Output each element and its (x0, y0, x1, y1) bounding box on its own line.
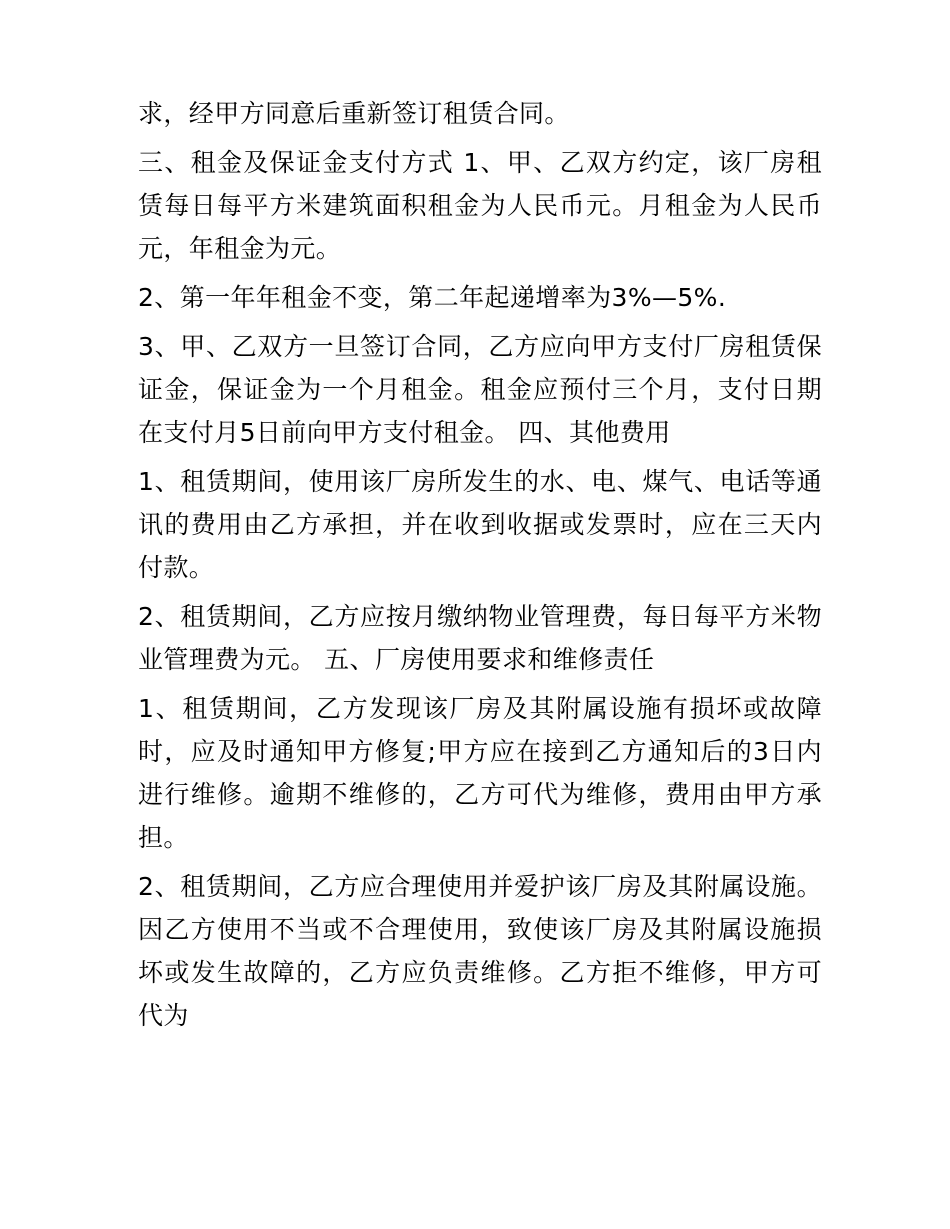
paragraph: 2、第一年年租金不变，第二年起递增率为3%—5%. (138, 283, 727, 312)
document-text-body (138, 92, 822, 1037)
paragraph: 2、租赁期间，乙方应合理使用并爱护该厂房及其附属设施。因乙方使用不当或不合理使用，致使该厂房及其附属设施损坏或发生故障的，乙方应负责维修。乙方拒不维修，甲方可代为 (138, 872, 822, 1030)
paragraph: 2、租赁期间，乙方应按月缴纳物业管理费，每日每平方米物业管理费为元。 五、厂房使用要求和维修责任 (138, 602, 822, 674)
paragraph: 1、租赁期间，使用该厂房所发生的水、电、煤气、电话等通讯的费用由乙方承担，并在收到收据或发票时，应在三天内付款。 (138, 467, 822, 582)
paragraph: 三、租金及保证金支付方式 1、甲、乙双方约定，该厂房租赁每日每平方米建筑面积租金为人民币元。月租金为人民币元，年租金为元。 (138, 148, 822, 263)
paragraph: 1、租赁期间，乙方发现该厂房及其附属设施有损坏或故障时，应及时通知甲方修复;甲方应在接到乙方通知后的3日内进行维修。逾期不维修的，乙方可代为维修，费用由甲方承担。 (138, 694, 822, 852)
paragraph: 3、甲、乙双方一旦签订合同，乙方应向甲方支付厂房租赁保证金，保证金为一个月租金。租金应预付三个月，支付日期在支付月5日前向甲方支付租金。 四、其他费用 (138, 332, 822, 447)
paragraph: 求，经甲方同意后重新签订租赁合同。 (138, 99, 570, 128)
